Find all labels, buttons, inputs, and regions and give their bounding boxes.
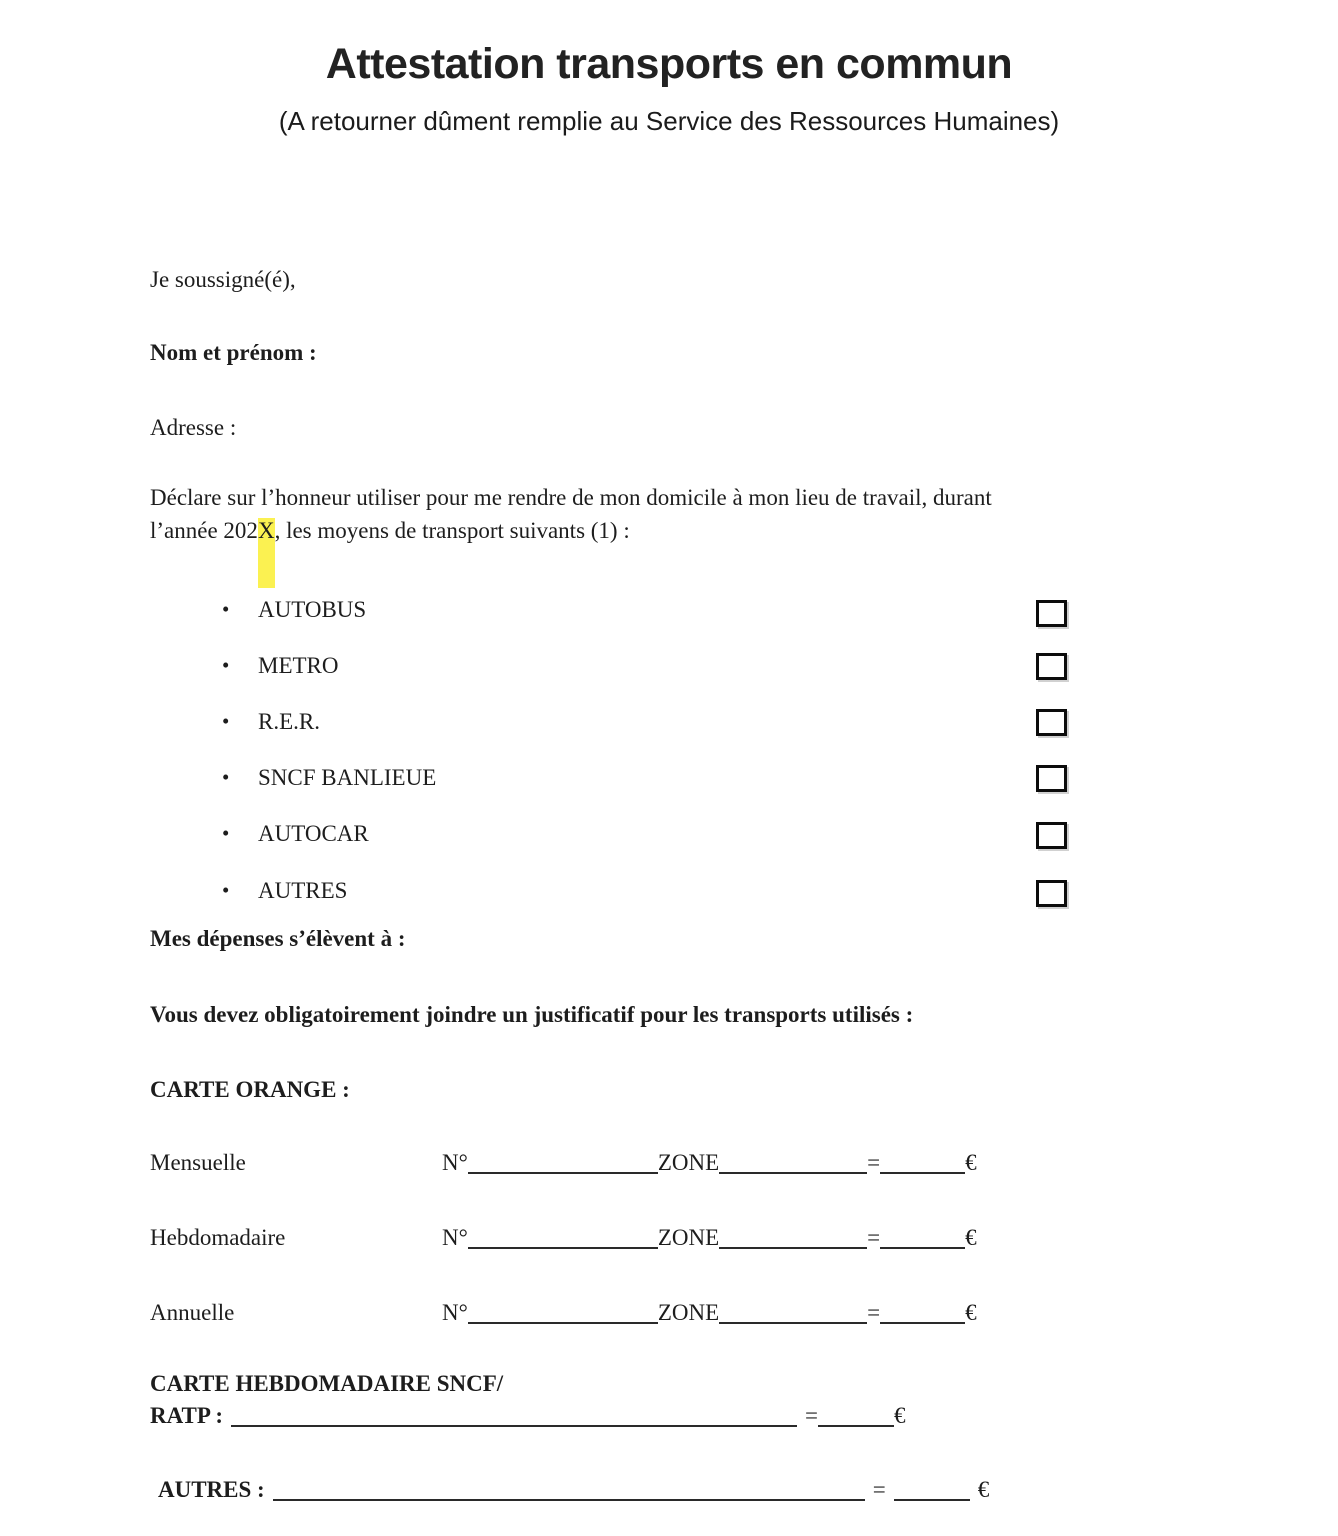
transport-option-label: METRO: [258, 653, 339, 678]
transport-option-row: [222, 592, 366, 627]
bullet-icon: •: [222, 709, 230, 733]
autres-label: AUTRES :: [158, 1477, 265, 1502]
mensuelle-number-field[interactable]: [468, 1152, 658, 1174]
bullet-icon: •: [222, 597, 230, 621]
annuelle-amount-field[interactable]: [880, 1302, 965, 1324]
euro-sign: €: [965, 1300, 977, 1325]
mensuelle-zone-field[interactable]: [719, 1152, 867, 1174]
zone-label: ZONE: [657, 1150, 720, 1175]
equals-sign: =: [872, 1477, 886, 1502]
bullet-icon: •: [222, 878, 230, 902]
fee-row-annuelle: [150, 1296, 1258, 1329]
ratp-label: RATP :: [150, 1403, 224, 1428]
annuelle-number-field[interactable]: [468, 1302, 658, 1324]
transport-option-label: R.E.R.: [258, 709, 320, 734]
checkbox-autobus[interactable]: [1036, 600, 1067, 627]
number-label: N°: [442, 1150, 468, 1175]
euro-sign: €: [965, 1225, 977, 1250]
declaration-line-2-post: , les moyens de transport suivants (1) :: [274, 518, 630, 543]
transport-option-row: [222, 816, 369, 851]
name-label: Nom et prénom :: [150, 340, 317, 365]
fee-row-label: Annuelle: [150, 1300, 235, 1325]
autres-row: [158, 1473, 989, 1506]
euro-sign: €: [965, 1150, 977, 1175]
expenses-heading: Mes dépenses s’élèvent à :: [150, 926, 406, 951]
transport-option-row: [222, 873, 347, 908]
hebdomadaire-number-field[interactable]: [468, 1227, 658, 1249]
transport-option-label: AUTRES: [258, 878, 348, 903]
fee-row-label: Hebdomadaire: [150, 1225, 286, 1250]
checkbox-rer[interactable]: [1036, 709, 1067, 736]
checkbox-metro[interactable]: [1036, 653, 1067, 680]
checkbox-autres[interactable]: [1036, 880, 1067, 907]
equals-sign: =: [867, 1150, 881, 1175]
ratp-detail-field[interactable]: [231, 1405, 797, 1427]
document-title: Attestation transports en commun: [325, 40, 1013, 88]
autres-detail-field[interactable]: [273, 1479, 865, 1501]
equals-sign: =: [867, 1225, 881, 1250]
bullet-icon: •: [222, 821, 230, 845]
fee-row-hebdomadaire: [150, 1221, 1258, 1254]
fee-row-fields: [442, 1221, 977, 1254]
equals-sign: =: [867, 1300, 881, 1325]
year-placeholder-highlight[interactable]: X: [257, 518, 275, 543]
number-label: N°: [442, 1225, 468, 1250]
declaration-line-2: [150, 514, 630, 547]
checkbox-autocar[interactable]: [1036, 822, 1067, 849]
transport-option-row: [222, 704, 320, 739]
zone-label: ZONE: [657, 1225, 720, 1250]
transport-option-label: AUTOCAR: [258, 821, 369, 846]
bullet-icon: •: [222, 653, 230, 677]
document-subtitle: (A retourner dûment remplie au Service des Ressources Humaines): [278, 106, 1060, 136]
fee-row-fields: [442, 1146, 977, 1179]
autres-amount-field[interactable]: [894, 1479, 970, 1501]
fee-row-mensuelle: [150, 1146, 1258, 1179]
fee-row-label: Mensuelle: [150, 1150, 246, 1175]
transport-option-row: [222, 648, 339, 683]
justificatif-note: Vous devez obligatoirement joindre un justificatif pour les transports utilisés :: [150, 1002, 914, 1027]
transport-option-label: SNCF BANLIEUE: [258, 765, 437, 790]
euro-sign: €: [977, 1477, 990, 1502]
carte-orange-heading: CARTE ORANGE :: [150, 1077, 350, 1102]
ratp-row: [150, 1399, 906, 1432]
opening-line: Je soussigné(é),: [150, 267, 296, 292]
annuelle-zone-field[interactable]: [719, 1302, 867, 1324]
zone-label: ZONE: [657, 1300, 720, 1325]
number-label: N°: [442, 1300, 468, 1325]
carte-hebdo-heading: CARTE HEBDOMADAIRE SNCF/: [150, 1371, 504, 1396]
address-label: Adresse :: [150, 415, 237, 440]
hebdomadaire-zone-field[interactable]: [719, 1227, 867, 1249]
transport-option-row: [222, 760, 436, 795]
bullet-icon: •: [222, 765, 230, 789]
equals-sign: =: [805, 1403, 819, 1428]
transport-option-label: AUTOBUS: [258, 597, 367, 622]
mensuelle-amount-field[interactable]: [880, 1152, 965, 1174]
ratp-amount-field[interactable]: [818, 1405, 894, 1427]
declaration-line-1: Déclare sur l’honneur utiliser pour me rendre de mon domicile à mon lieu de travail, durant: [150, 485, 992, 510]
euro-sign: €: [894, 1403, 906, 1428]
checkbox-sncf-banlieue[interactable]: [1036, 765, 1067, 792]
fee-row-fields: [442, 1296, 977, 1329]
hebdomadaire-amount-field[interactable]: [880, 1227, 965, 1249]
declaration-line-2-pre: l’année 202: [150, 518, 258, 543]
